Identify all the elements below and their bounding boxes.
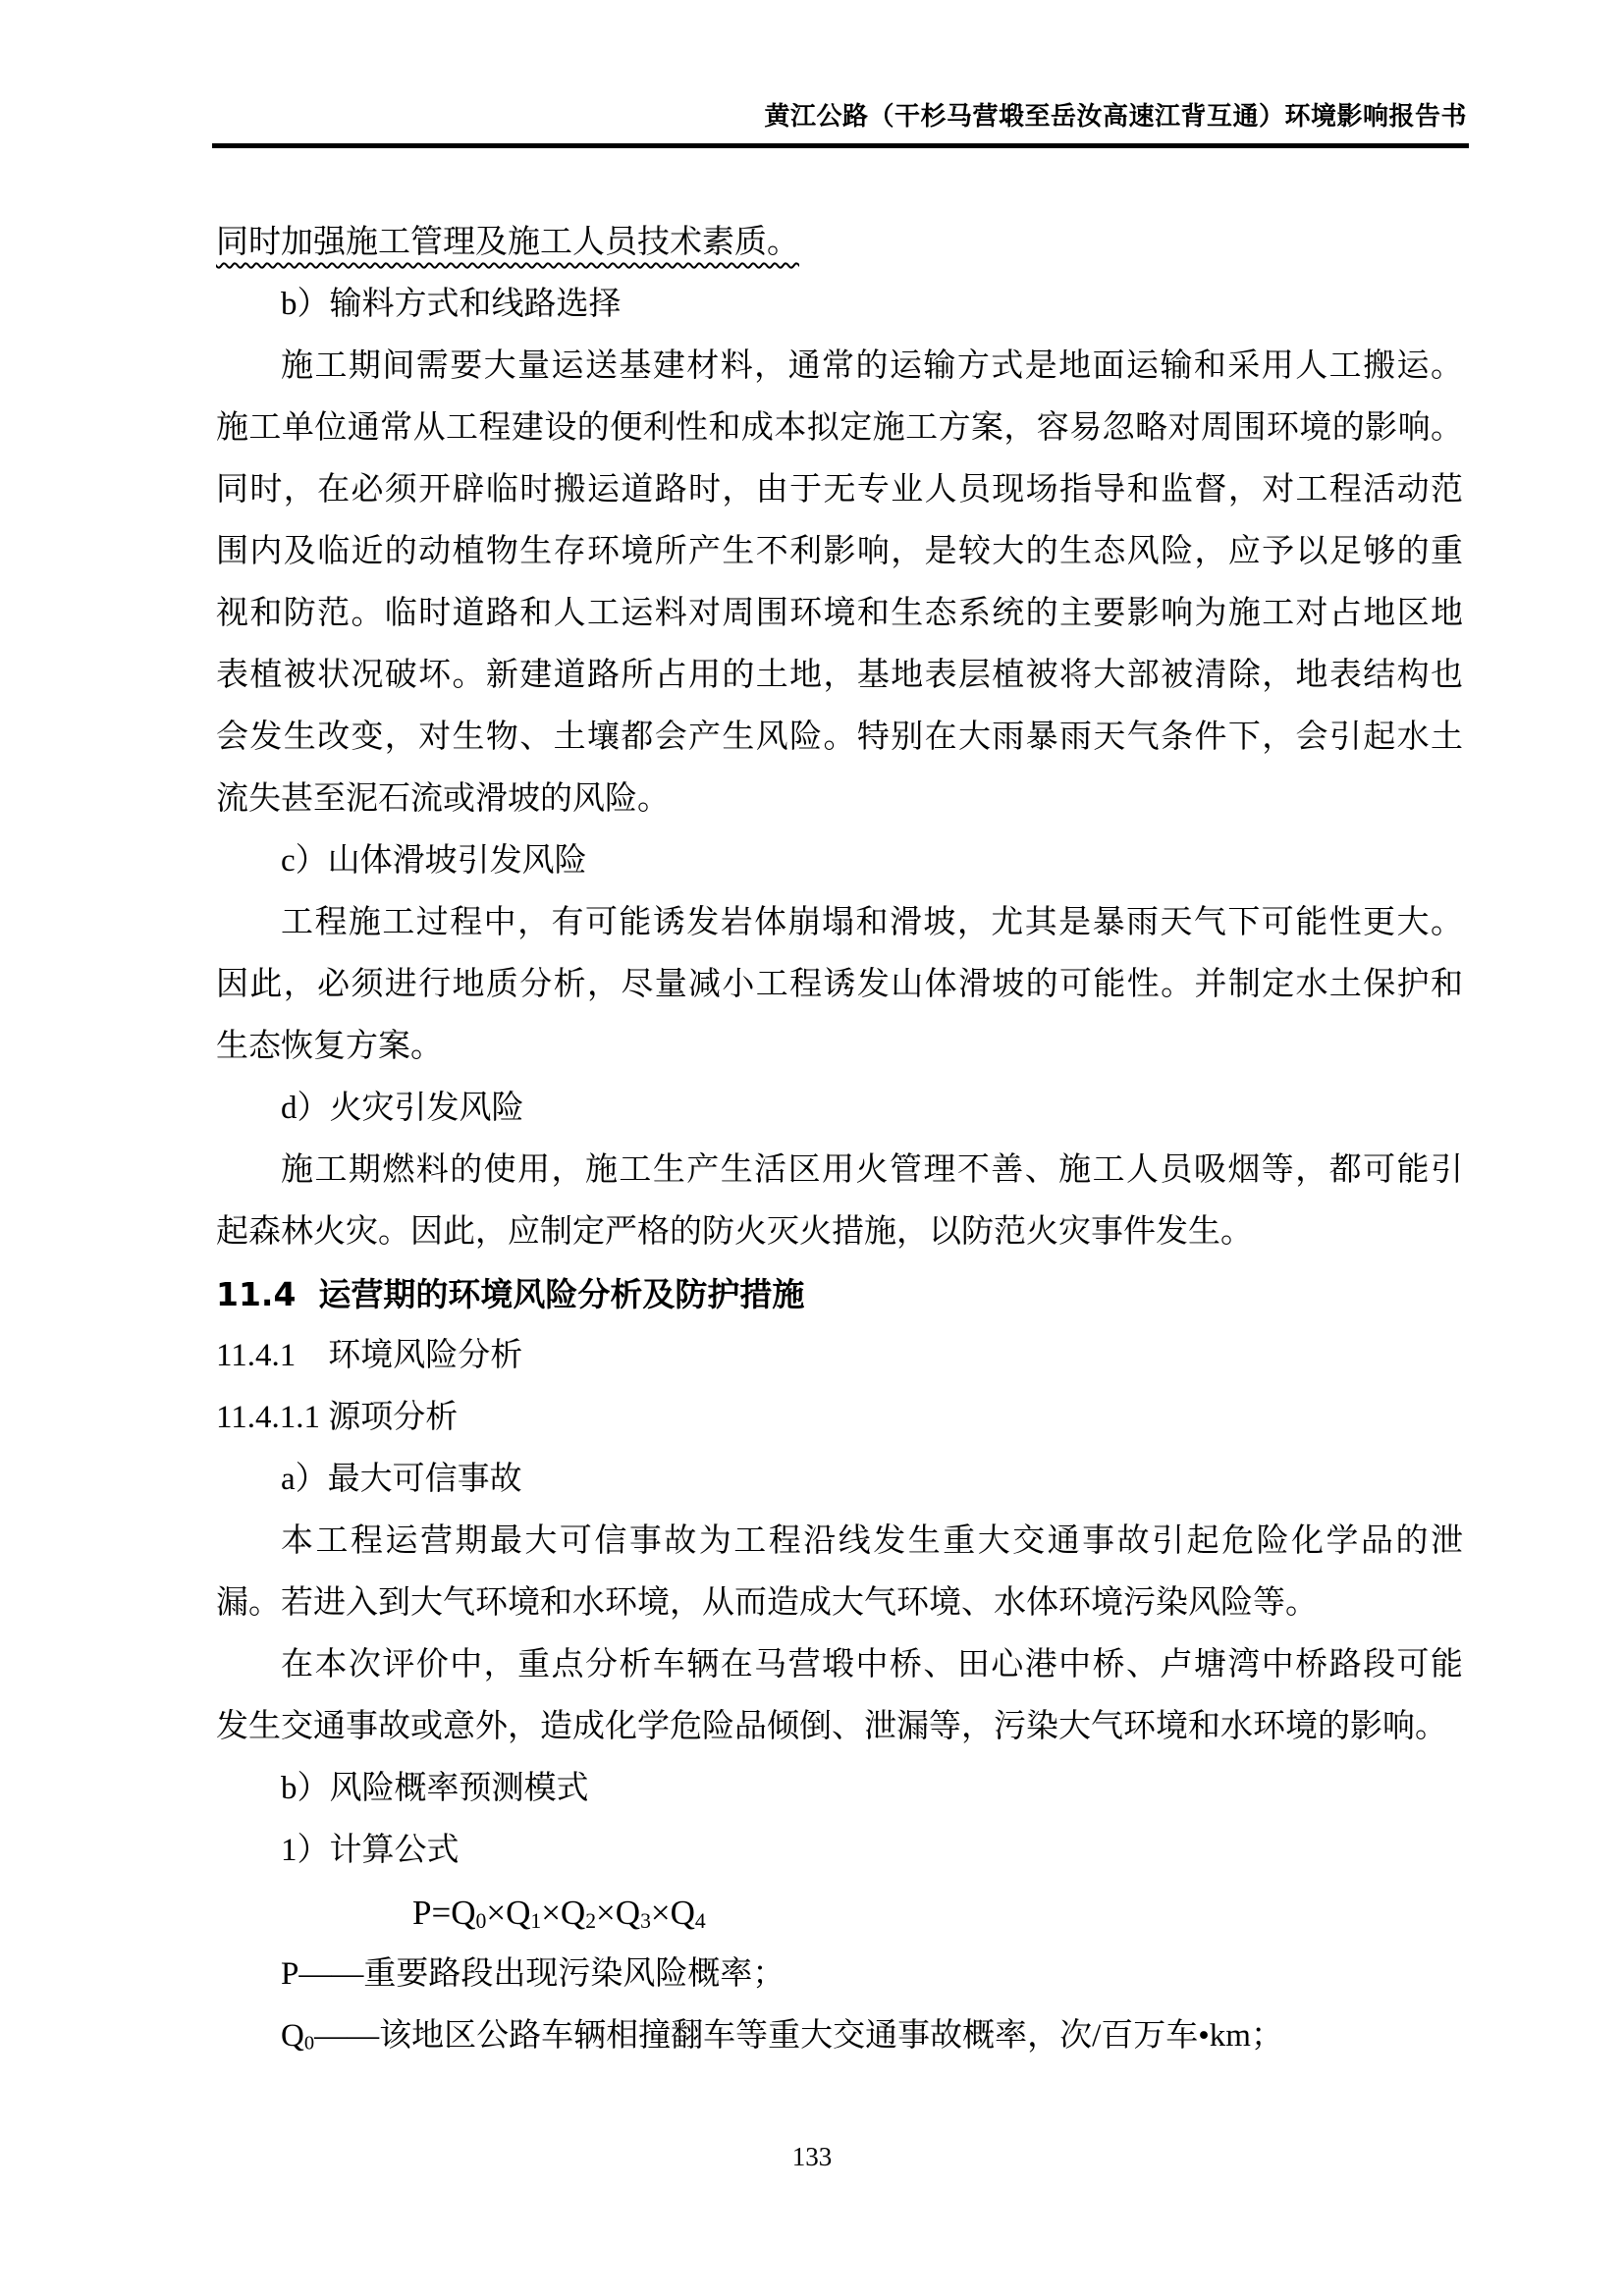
wavy-underlined-text: 同时加强施工管理及施工人员技术素质。	[216, 225, 799, 260]
paragraph-line: 漏。若进入到大气环境和水环境，从而造成大气环境、水体环境污染风险等。	[216, 1585, 1318, 1621]
paragraph-line: 流失甚至泥石流或滑坡的风险。	[216, 781, 670, 817]
paragraph-line: 施工期间需要大量运送基建材料，通常的运输方式是地面运输和采用人工搬运。	[281, 348, 1463, 384]
paragraph-line: 表植被状况破坏。新建道路所占用的土地，基地表层植被将大部被清除，地表结构也	[216, 658, 1463, 693]
page-header-title: 黄江公路（干杉马营塅至岳汝高速江背互通）环境影响报告书	[764, 102, 1467, 131]
list-item-1-formula: 1）计算公式	[281, 1833, 460, 1868]
variable-definition-p: P——重要路段出现污染风险概率；	[281, 1956, 785, 1992]
section-heading-11-4: 11.4 运营期的环境风险分析及防护措施	[216, 1275, 805, 1313]
paragraph-line: 视和防范。临时道路和人工运料对周围环境和生态系统的主要影响为施工对占地区地	[216, 596, 1463, 631]
formula-line: $P=Q_0\times Q_1\times Q_2\times Q_3\times Q_4$	[412, 1894, 706, 1933]
list-item-b-risk-model: b）风险概率预测模式	[281, 1771, 589, 1806]
paragraph-line: 在本次评价中，重点分析车辆在马营塅中桥、田心港中桥、卢塘湾中桥路段可能	[281, 1647, 1463, 1682]
header-rule	[212, 143, 1469, 148]
subsection-heading-11-4-1: 11.4.1 环境风险分析	[216, 1338, 523, 1373]
paragraph-line-wavy	[216, 212, 1463, 274]
paragraph-line: 围内及临近的动植物生存环境所产生不利影响，是较大的生态风险，应予以足够的重	[216, 534, 1463, 569]
paragraph-line: 会发生改变，对生物、土壤都会产生风险。特别在大雨暴雨天气条件下，会引起水土	[216, 720, 1463, 755]
paragraph-line: 工程施工过程中，有可能诱发岩体崩塌和滑坡，尤其是暴雨天气下可能性更大。	[281, 905, 1463, 940]
list-item-a-max-accident: a）最大可信事故	[281, 1462, 522, 1497]
paragraph-line: 生态恢复方案。	[216, 1029, 443, 1064]
list-item-c-landslide: c）山体滑坡引发风险	[281, 843, 587, 879]
page-number: 133	[791, 2142, 833, 2171]
variable-definition-q0: $Q_0——$该地区公路车辆相撞翻车等重大交通事故概率，次/百万车•km；	[281, 2018, 1283, 2055]
subsubsection-heading-11-4-1-1: 11.4.1.1 源项分析	[216, 1400, 459, 1435]
paragraph-line: 本工程运营期最大可信事故为工程沿线发生重大交通事故引起危险化学品的泄	[281, 1523, 1463, 1559]
paragraph-line: 施工单位通常从工程建设的便利性和成本拟定施工方案，容易忽略对周围环境的影响。	[216, 410, 1463, 446]
paragraph-line: 同时，在必须开辟临时搬运道路时，由于无专业人员现场指导和监督，对工程活动范	[216, 472, 1463, 507]
paragraph-line: 施工期燃料的使用，施工生产生活区用火管理不善、施工人员吸烟等，都可能引	[281, 1152, 1463, 1188]
list-item-d-fire: d）火灾引发风险	[281, 1091, 524, 1126]
paragraph-line: 发生交通事故或意外，造成化学危险品倾倒、泄漏等，污染大气环境和水环境的影响。	[216, 1709, 1447, 1744]
page-body	[216, 212, 1463, 2067]
paragraph-line: 起森林火灾。因此，应制定严格的防火灭火措施，以防范火灾事件发生。	[216, 1214, 1253, 1250]
paragraph-line: 因此，必须进行地质分析，尽量减小工程诱发山体滑坡的可能性。并制定水土保护和	[216, 967, 1463, 1002]
list-item-b-transport: b）输料方式和线路选择	[281, 287, 622, 322]
